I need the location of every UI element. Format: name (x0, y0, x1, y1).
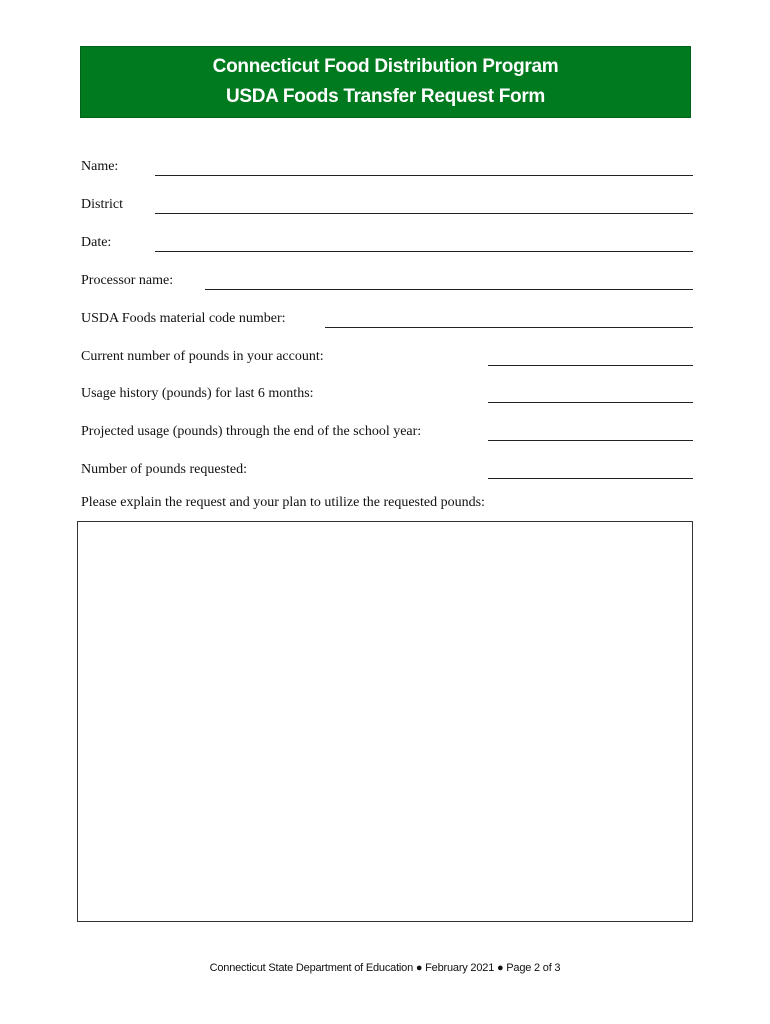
program-title: Connecticut Food Distribution Program (212, 56, 559, 77)
name-label: Name: (81, 159, 119, 174)
usage-history-field[interactable] (488, 402, 693, 403)
usage-history-label: Usage history (pounds) for last 6 months: (81, 386, 314, 401)
projected-usage-field[interactable] (488, 440, 693, 441)
form-title: USDA Foods Transfer Request Form (225, 86, 546, 107)
district-label: District (81, 197, 123, 212)
name-field[interactable] (155, 175, 693, 176)
form-header (80, 46, 691, 118)
processor-field[interactable] (205, 289, 693, 290)
date-label: Date: (81, 235, 112, 250)
page-footer: Connecticut State Department of Education ● February 2021 ● Page 2 of 3 (209, 962, 561, 974)
material-code-label: USDA Foods material code number: (81, 311, 286, 326)
district-field[interactable] (155, 213, 693, 214)
pounds-requested-field[interactable] (488, 478, 693, 479)
processor-label: Processor name: (81, 273, 174, 288)
explanation-textbox[interactable] (77, 521, 693, 922)
current-pounds-field[interactable] (488, 365, 693, 366)
explain-prompt: Please explain the request and your plan to utilize the requested pounds: (81, 495, 485, 510)
material-code-field[interactable] (325, 327, 693, 328)
pounds-requested-label: Number of pounds requested: (81, 462, 248, 477)
current-pounds-label: Current number of pounds in your account: (81, 349, 324, 364)
projected-usage-label: Projected usage (pounds) through the end of the school year: (81, 424, 422, 439)
date-field[interactable] (155, 251, 693, 252)
